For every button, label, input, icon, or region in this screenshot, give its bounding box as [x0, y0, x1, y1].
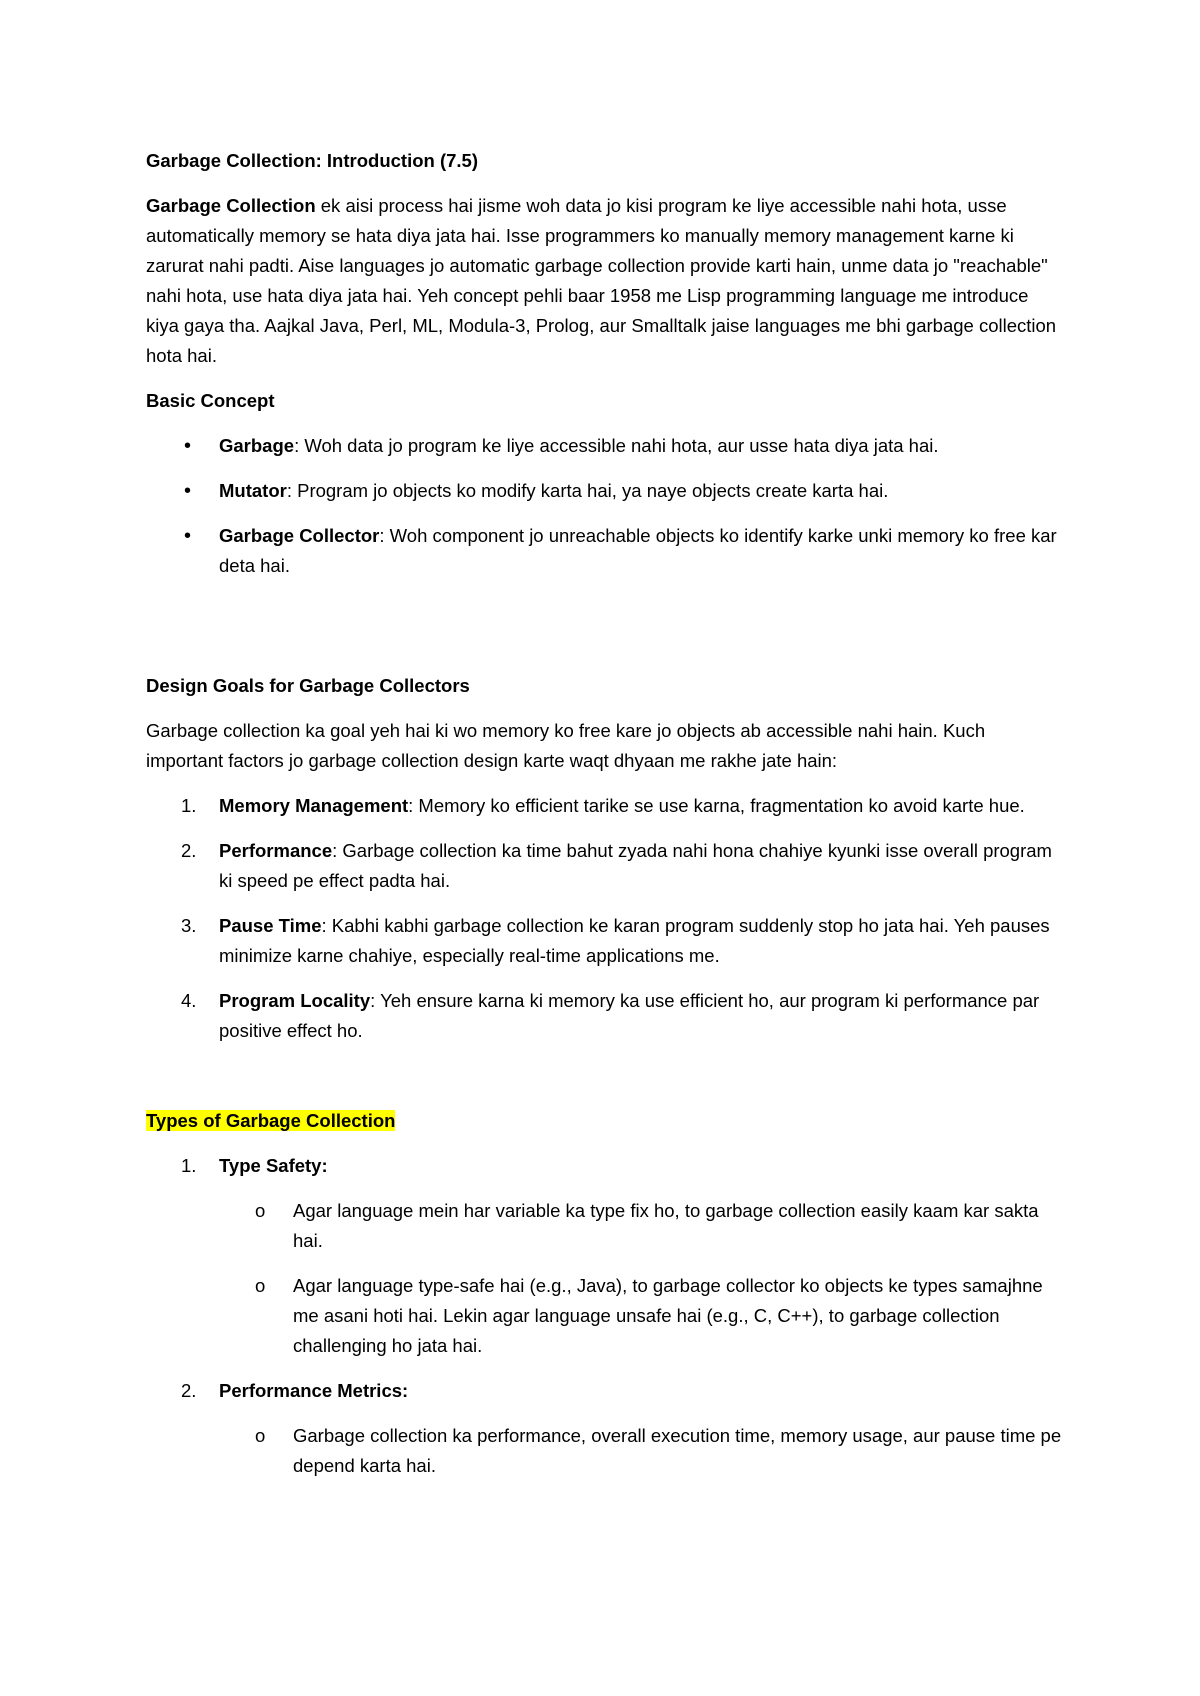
- list-item: [146, 836, 1066, 896]
- list-item: [146, 521, 1066, 581]
- list-item-text: : Memory ko efficient tarike se use karna, fragmentation ko avoid karte hue.: [408, 795, 1025, 816]
- circle-bullet-icon: o: [255, 1425, 266, 1446]
- basic-concept-heading: Basic Concept: [146, 390, 275, 411]
- types-heading: Types of Garbage Collection: [146, 1110, 396, 1131]
- types-list: [146, 1151, 1066, 1481]
- list-number: 3.: [181, 915, 197, 936]
- intro-lead-term: Garbage Collection: [146, 195, 316, 216]
- list-item-text: : Woh component jo unreachable objects ko identify karke unki memory ko free kar deta hai.: [219, 525, 1057, 576]
- sub-list-item-text: Agar language mein har variable ka type fix ho, to garbage collection easily kaam kar sakta hai.: [293, 1200, 1039, 1251]
- list-item: [146, 911, 1066, 971]
- list-item: [146, 791, 1066, 821]
- design-goals-intro: Garbage collection ka goal yeh hai ki wo memory ko free kare jo objects ab accessible nahi hain. Kuch important factors jo garbage collection design karte waqt dhyaan me rakhe jate hain:: [146, 720, 986, 771]
- list-item: [146, 1376, 1066, 1406]
- sub-list-item: [146, 1271, 1066, 1361]
- sub-list-item-text: Garbage collection ka performance, overall execution time, memory usage, aur pause time pe depend karta hai.: [293, 1425, 1062, 1476]
- list-item-term: Memory Management: [219, 795, 409, 816]
- list-item-text: : Garbage collection ka time bahut zyada nahi hona chahiye kyunki isse overall program ki speed pe effect padta hai.: [219, 840, 1052, 891]
- list-item-term: Garbage: [219, 435, 295, 456]
- list-item-term: Mutator: [219, 480, 287, 501]
- list-item-term: Program Locality: [219, 990, 371, 1011]
- list-number: 1.: [181, 795, 197, 816]
- list-item-text: : Woh data jo program ke liye accessible nahi hota, aur usse hata diya jata hai.: [294, 435, 939, 456]
- intro-paragraph: [146, 191, 1066, 371]
- list-item-text: : Yeh ensure karna ki memory ka use efficient ho, aur program ki performance par positive effect ho.: [219, 990, 1040, 1041]
- list-item-term: Pause Time: [219, 915, 322, 936]
- list-number: 4.: [181, 990, 197, 1011]
- list-item-term: Type Safety:: [219, 1155, 328, 1176]
- list-item-text: : Kabhi kabhi garbage collection ke karan program suddenly stop ho jata hai. Yeh pauses minimize karne chahiye, especially real-time applications me.: [219, 915, 1050, 966]
- sub-list-item-text: Agar language type-safe hai (e.g., Java), to garbage collector ko objects ke types samajhne me asani hoti hai. Lekin agar language unsafe hai (e.g., C, C++), to garbage collection challenging ho jata hai.: [293, 1275, 1043, 1356]
- intro-lead-text: ek aisi process hai jisme woh data jo kisi program ke liye accessible nahi hota, usse automatically memory se hata diya jata hai. Isse programmers ko manually memory management karne ki zarurat nahi padti. Aise languages jo automatic garbage collection provide karti hain, unme data jo "reachable" nahi hota, use hata diya jata hai. Yeh concept pehli baar 1958 me Lisp programming language me introduce kiya gaya tha. Aajkal Java, Perl, ML, Modula-3, Prolog, aur Smalltalk jaise languages me bhi garbage collection hota hai.: [146, 195, 1057, 366]
- list-number: 2.: [181, 840, 197, 861]
- document-body: [146, 146, 1066, 1481]
- sub-list-item: [146, 1196, 1066, 1256]
- sub-list-item: [146, 1421, 1066, 1481]
- list-item: [146, 476, 1066, 506]
- circle-bullet-icon: o: [255, 1200, 266, 1221]
- circle-bullet-icon: o: [255, 1275, 266, 1296]
- bullet-icon: •: [184, 435, 192, 457]
- bullet-icon: •: [184, 525, 192, 547]
- list-number: 2.: [181, 1380, 197, 1401]
- list-number: 1.: [181, 1155, 197, 1176]
- list-item: [146, 986, 1066, 1046]
- design-goals-list: [146, 791, 1066, 1046]
- intro-heading: Garbage Collection: Introduction (7.5): [146, 150, 478, 171]
- design-goals-heading: Design Goals for Garbage Collectors: [146, 675, 470, 696]
- list-item: [146, 1151, 1066, 1181]
- types-heading-line: [146, 1106, 1066, 1136]
- list-item-term: Garbage Collector: [219, 525, 380, 546]
- list-item-term: Performance Metrics:: [219, 1380, 409, 1401]
- list-item-term: Performance: [219, 840, 333, 861]
- list-item-text: : Program jo objects ko modify karta hai, ya naye objects create karta hai.: [286, 480, 889, 501]
- list-item: [146, 431, 1066, 461]
- bullet-icon: •: [184, 480, 192, 502]
- basic-concept-list: [146, 431, 1066, 581]
